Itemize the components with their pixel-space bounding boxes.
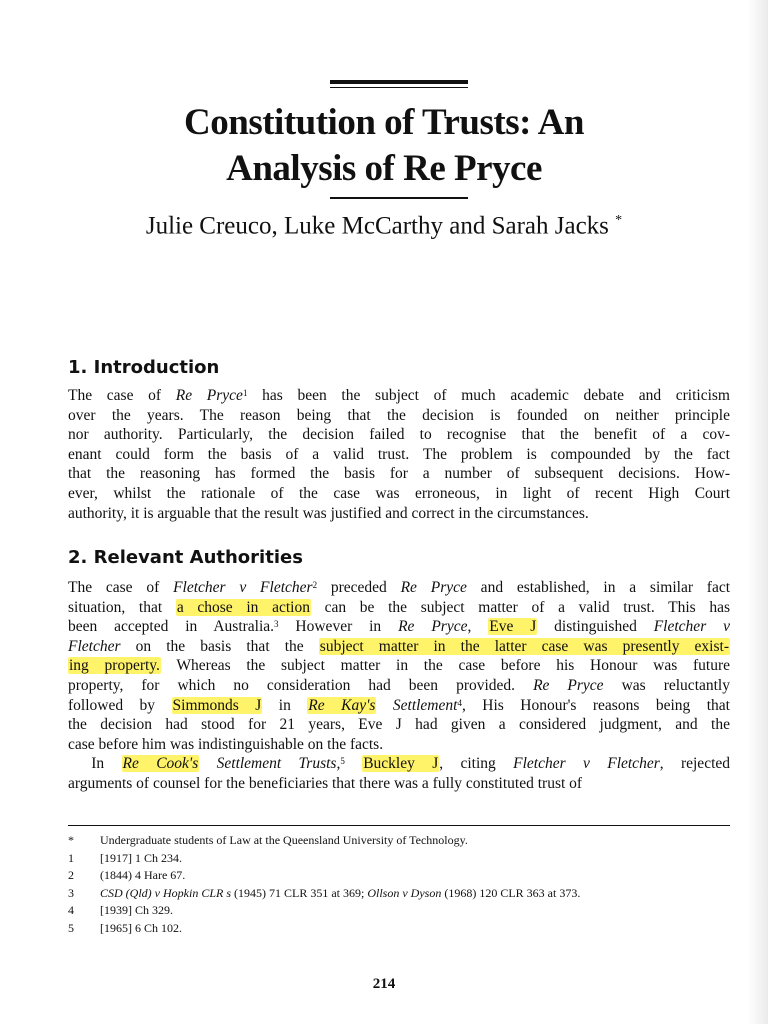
- title-rule-thin: [330, 87, 468, 88]
- highlighted-text: subject matter in the latter case was presently exist-: [319, 637, 729, 655]
- footnote-text: CSD (Qld) v Hopkin CLR s (1945) 71 CLR 351 at 369; Ollson v Dyson (1968) 120 CLR 363 at 373.: [100, 885, 581, 900]
- article-title: [0, 100, 768, 192]
- footnote-marker: 1: [68, 850, 74, 865]
- footnote-marker: *: [68, 833, 74, 847]
- author-list: [0, 204, 768, 243]
- introduction-paragraph: [68, 386, 730, 523]
- sec1-line: enant could form the basis of a valid trust. The problem is compounded by the fact: [68, 445, 730, 463]
- page-number: 214: [372, 976, 396, 992]
- section-heading-introduction: 1. Introduction: [68, 357, 220, 378]
- sec1-line: authority, it is arguable that the result was justified and correct in the circumstances.: [68, 504, 589, 522]
- sec2-line: ing property. Whereas the subject matter in the case before his Honour was future: [69, 657, 731, 675]
- case-name: Fletcher: [68, 637, 121, 655]
- footnote-rule: [68, 825, 730, 826]
- footnote-ref: 3: [274, 619, 279, 630]
- case-name: Re Pryce: [398, 618, 468, 636]
- sec2-line: In Re Cook's Settlement Trusts,$^5$ Buckley J, citing Fletcher v Fletcher, rejected: [68, 755, 731, 773]
- footnote-marker: 3: [68, 885, 74, 900]
- author-footnote-mark: *: [615, 213, 623, 228]
- highlighted-text: ing property.: [69, 657, 160, 675]
- case-name: Fletcher v Fletcher: [513, 755, 660, 773]
- sec2-line: been accepted in Australia.$^3$ However in Re Pryce, Eve J distinguished Fletcher v: [68, 618, 730, 636]
- case-name: Fletcher v: [653, 618, 730, 636]
- footnote-marker: 4: [68, 903, 74, 917]
- footnote-ref: 2: [312, 580, 318, 590]
- highlighted-text: Buckley J: [363, 755, 439, 773]
- sec1-line: nor authority. Particularly, the decision failed to recognise that the benefit of a cov-: [68, 426, 730, 444]
- footnote-text: (1844) 4 Hare 67.: [100, 868, 186, 882]
- footnote-text: Undergraduate students of Law at the Queensland University of Technology.: [100, 833, 468, 847]
- highlighted-text: a chose in action: [176, 598, 310, 616]
- sec2-line: property, for which no consideration had been provided. Re Pryce was reluctantly: [68, 676, 730, 694]
- sec2-line: The case of Fletcher v Fletcher$^2$ preceded Re Pryce and established, in a similar fact: [68, 579, 731, 596]
- sec2-line: case before him was indistinguishable on the facts.: [68, 735, 384, 753]
- footnotes: [68, 832, 738, 937]
- case-name: Re Pryce: [400, 579, 467, 596]
- footnote-ref: 5: [340, 756, 345, 767]
- sec2-line: arguments of counsel for the beneficiaries that there was a fully constituted trust of: [68, 774, 583, 792]
- footnote-item: [68, 867, 738, 885]
- case-name: Re Pryce: [533, 676, 604, 694]
- footnote-item: [68, 920, 738, 938]
- title-rule-thick: [330, 80, 468, 84]
- footnote-item: [68, 902, 738, 920]
- section-heading-authorities: 2. Relevant Authorities: [68, 547, 303, 568]
- highlighted-text: Eve J: [489, 618, 537, 636]
- highlighted-case-name: Re Cook's: [122, 755, 199, 773]
- footnote-marker: 5: [68, 920, 74, 935]
- sec1-line: The case of Re Pryce$^1$ has been the subject of much academic debate and criticism: [68, 387, 730, 404]
- title-line-1: Constitution of Trusts: An: [184, 102, 584, 143]
- sec2-line: situation, that a chose in action can be the subject matter of a valid trust. This has: [68, 598, 730, 616]
- sec2-line: the decision had stood for 21 years, Eve J had given a considered judgment, and the: [68, 716, 730, 734]
- footnote-text: [1965] 6 Ch 102.: [100, 920, 182, 935]
- case-name: Settlement Trusts,: [199, 755, 341, 773]
- highlighted-case-name: Re Kay's: [308, 696, 376, 714]
- footnote-ref: 4: [457, 697, 462, 708]
- footnote-item: [68, 885, 738, 903]
- case-name: Settlement: [376, 696, 458, 714]
- footnote-text: [1939] Ch 329.: [100, 903, 173, 917]
- sec2-line: Fletcher on the basis that the subject matter in the latter case was presently exist-: [68, 637, 729, 655]
- case-name: Re Pryce: [175, 387, 243, 404]
- scan-edge-shadow: [748, 0, 768, 1024]
- footnote-item: [68, 850, 738, 868]
- footnote-marker: 2: [68, 868, 74, 882]
- sec1-line: ever, whilst the rationale of the case was erroneous, in light of recent High Court: [68, 484, 730, 502]
- author-names: Julie Creuco, Luke McCarthy and Sarah Jacks: [145, 212, 609, 240]
- sec2-line: followed by Simmonds J in Re Kay's Settlement$^4$, His Honour's reasons being that: [68, 696, 730, 714]
- title-line-2: Analysis of Re Pryce: [226, 148, 542, 189]
- sec1-line: that the reasoning has formed the basis for a number of subsequent decisions. How-: [68, 465, 730, 483]
- authorities-paragraph: [68, 578, 730, 794]
- highlighted-text: Simmonds J: [172, 696, 262, 714]
- footnote-item: [68, 832, 738, 850]
- sec1-line: over the years. The reason being that the decision is founded on neither principle: [68, 406, 730, 424]
- footnote-text: [1917] 1 Ch 234.: [100, 850, 182, 865]
- title-rule-under: [330, 197, 468, 199]
- footnote-ref: 1: [242, 388, 248, 398]
- case-name: Fletcher v Fletcher: [173, 579, 313, 596]
